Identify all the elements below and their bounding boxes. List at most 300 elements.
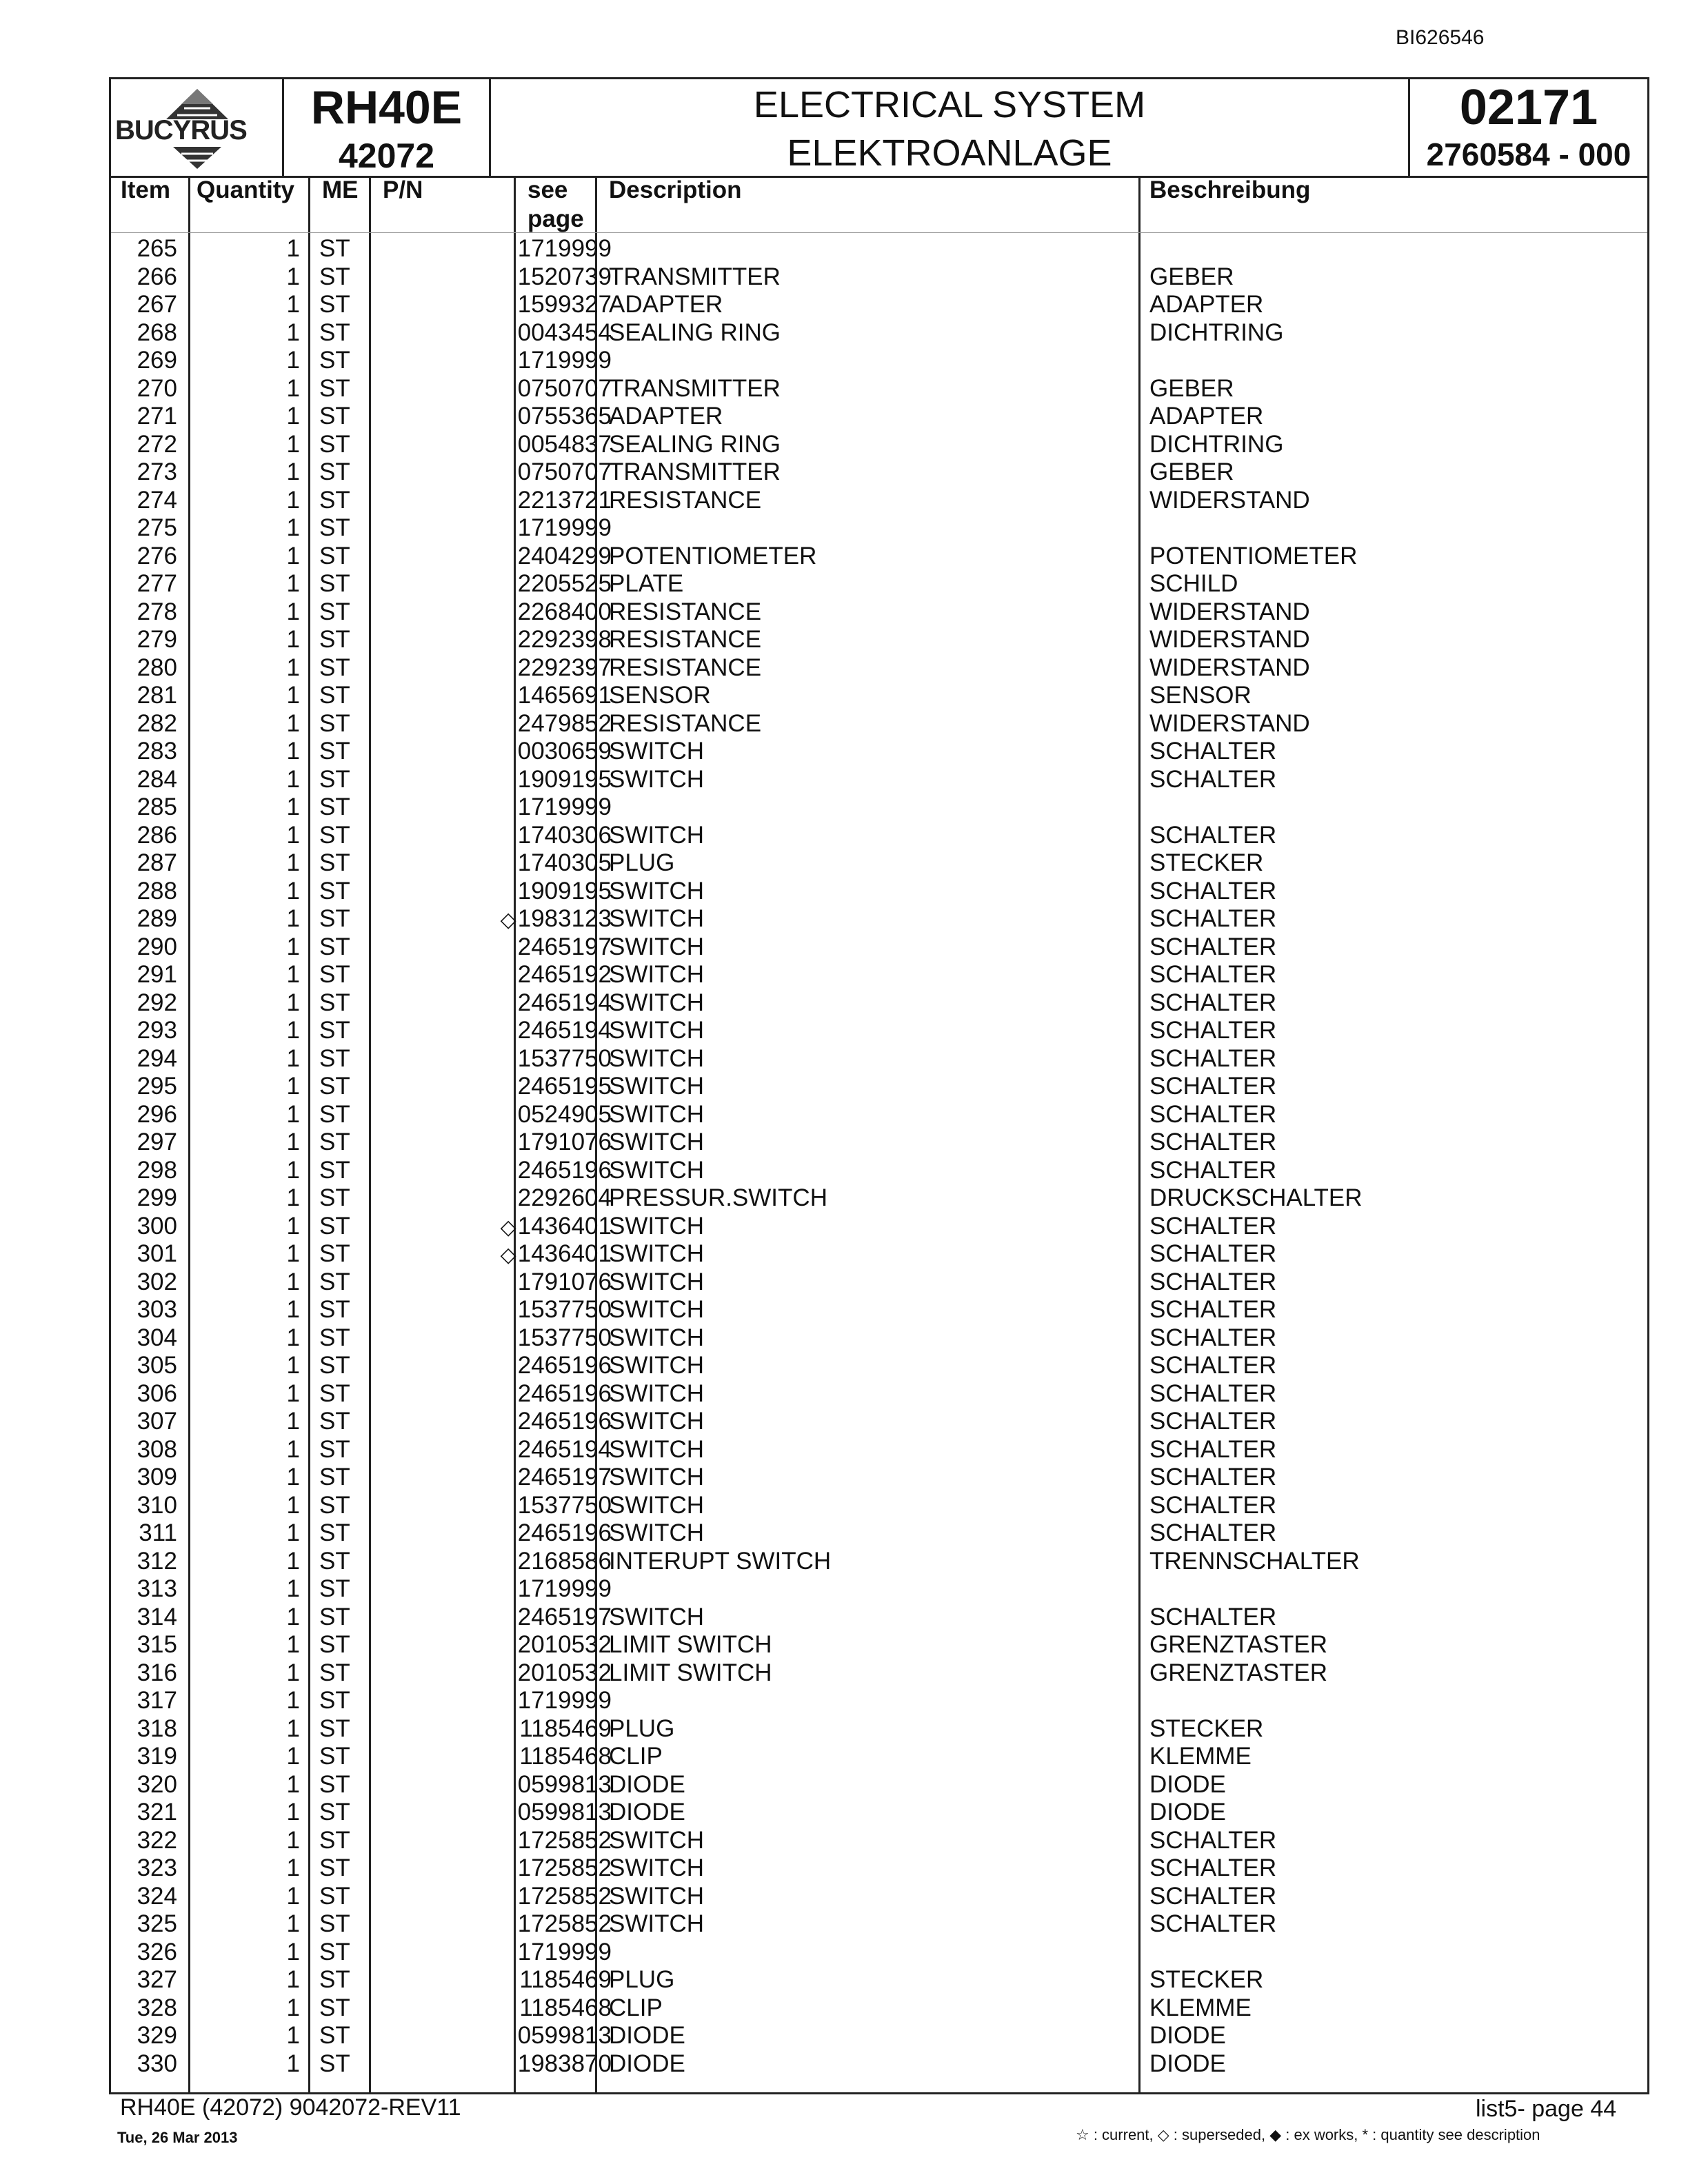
beschreibung-cell: SCHALTER [1149,1212,1277,1240]
pn-cell [369,514,612,543]
me-cell: ST [319,626,350,653]
pn-cell [369,961,612,989]
item-cell: 323 [137,1854,177,1881]
item-cell: 316 [137,1659,177,1686]
pn-value: 1983123 [517,905,612,932]
pn-value: 2292398 [517,626,612,653]
item-cell: 273 [137,458,177,485]
pn-value: 2465196 [517,1352,612,1379]
description-cell: SWITCH [609,1408,705,1435]
description-cell: LIMIT SWITCH [609,1631,772,1658]
pn-cell [369,347,612,375]
quantity-cell: 1 [286,1352,300,1379]
me-cell: ST [319,1268,350,1295]
table-row [111,822,1647,850]
pn-cell [369,1715,612,1743]
description-cell: SWITCH [609,1519,705,1546]
parts-list-frame [109,77,1649,2094]
pn-cell [369,710,612,738]
item-cell: 313 [137,1575,177,1602]
item-cell: 282 [137,709,177,737]
quantity-cell: 1 [286,374,300,402]
description-cell: RESISTANCE [609,486,762,514]
beschreibung-cell: SCHALTER [1149,1268,1277,1295]
me-cell: ST [319,1212,350,1240]
item-cell: 289 [137,905,177,932]
description-cell: SWITCH [609,1296,705,1323]
me-cell: ST [319,235,350,262]
model-name: RH40E [310,81,463,134]
logo-cell [111,79,284,176]
pn-cell [369,1743,612,1771]
title-english: ELECTRICAL SYSTEM [753,84,1146,125]
pn-cell [369,319,612,347]
table-row [111,1575,1647,1604]
item-cell: 290 [137,933,177,960]
table-row [111,1883,1647,1911]
table-row [111,961,1647,989]
pn-cell [369,431,612,459]
quantity-cell: 1 [286,458,300,485]
me-cell: ST [319,1379,350,1407]
pn-cell [369,1687,612,1715]
item-cell: 320 [137,1770,177,1798]
quantity-cell: 1 [286,235,300,262]
item-cell: 274 [137,486,177,514]
description-cell: SEALING RING [609,430,781,458]
beschreibung-cell: SCHALTER [1149,961,1277,988]
me-cell: ST [319,514,350,541]
pn-value: 0524905 [517,1100,612,1128]
pn-cell [369,598,612,627]
quantity-cell: 1 [286,877,300,904]
pn-value: 1725852 [517,1826,612,1854]
pn-cell [369,1519,612,1548]
pn-value: 2292604 [517,1184,612,1211]
quantity-cell: 1 [286,1184,300,1211]
beschreibung-cell: DIODE [1149,2050,1226,2077]
quantity-cell: 1 [286,514,300,541]
pn-value: 0750707 [517,458,612,485]
me-cell: ST [319,1687,350,1714]
quantity-cell: 1 [286,1854,300,1881]
table-row [111,766,1647,794]
quantity-cell: 1 [286,1743,300,1770]
item-cell: 304 [137,1324,177,1351]
quantity-cell: 1 [286,1575,300,1602]
quantity-cell: 1 [286,793,300,820]
item-cell: 270 [137,374,177,402]
description-cell: CLIP [609,1994,663,2021]
me-cell: ST [319,542,350,569]
pn-cell [369,1184,612,1213]
item-cell: 293 [137,1017,177,1044]
pn-value: 2010532 [517,1631,612,1658]
pn-cell [369,822,612,850]
table-row [111,1519,1647,1548]
me-cell: ST [319,1743,350,1770]
pn-value: 1185469 [519,1966,612,1993]
pn-cell [369,2022,612,2050]
beschreibung-cell: SCHALTER [1149,1156,1277,1184]
description-cell: SWITCH [609,1826,705,1854]
table-row [111,1352,1647,1380]
item-cell: 312 [137,1547,177,1575]
description-cell: SWITCH [609,1491,705,1519]
item-cell: 309 [137,1464,177,1490]
me-cell: ST [319,1464,350,1490]
beschreibung-cell: SENSOR [1149,682,1252,709]
quantity-cell: 1 [286,2050,300,2077]
item-cell: 319 [137,1743,177,1770]
description-cell: TRANSMITTER [609,458,781,485]
quantity-cell: 1 [286,1435,300,1463]
description-cell: SWITCH [609,961,705,988]
me-cell: ST [319,598,350,625]
pn-value: 1725852 [517,1882,612,1910]
description-cell: SWITCH [609,1854,705,1881]
pn-cell [369,1408,612,1436]
pn-value: 1791076 [517,1268,612,1295]
quantity-cell: 1 [286,1631,300,1658]
description-cell: RESISTANCE [609,709,762,737]
me-cell: ST [319,374,350,402]
description-cell: PLUG [609,1966,675,1993]
description-cell: SWITCH [609,877,705,904]
description-cell: SWITCH [609,905,705,932]
pn-value: 2404299 [517,542,612,569]
table-row [111,487,1647,515]
pn-value: 1465691 [517,682,612,709]
table-row [111,1604,1647,1632]
item-cell: 322 [137,1826,177,1854]
me-cell: ST [319,1240,350,1267]
pn-value: 1436401 [517,1240,612,1267]
beschreibung-cell: STECKER [1149,849,1264,876]
item-cell: 306 [137,1379,177,1407]
item-cell: 276 [137,542,177,569]
me-cell: ST [319,1324,350,1351]
table-row [111,1966,1647,1994]
description-cell: PLUG [609,1715,675,1742]
item-cell: 301 [137,1240,177,1267]
beschreibung-cell: GEBER [1149,374,1234,402]
pn-cell [369,1994,612,2023]
description-cell: TRANSMITTER [609,374,781,402]
table-row [111,1129,1647,1157]
item-cell: 275 [137,514,177,541]
beschreibung-cell: DIODE [1149,1799,1226,1826]
table-row [111,1827,1647,1855]
beschreibung-cell: SCHALTER [1149,1100,1277,1128]
table-row [111,291,1647,319]
table-row [111,1101,1647,1129]
pn-cell [369,1380,612,1408]
quantity-cell: 1 [286,486,300,514]
table-row [111,1324,1647,1353]
quantity-cell: 1 [286,598,300,625]
quantity-cell: 1 [286,2022,300,2049]
pn-value: 1725852 [517,1910,612,1937]
me-cell: ST [319,1100,350,1128]
pn-value: 2205525 [517,570,612,597]
pn-value: 1599327 [517,291,612,318]
table-row [111,1771,1647,1799]
pn-value: 2465196 [517,1408,612,1435]
table-row [111,1799,1647,1827]
description-cell: SWITCH [609,989,705,1016]
me-cell: ST [319,1603,350,1630]
pn-value: 2465194 [517,1017,612,1044]
quantity-cell: 1 [286,682,300,709]
footer-page-number: list5- page 44 [1476,2096,1617,2122]
pn-cell [369,1101,612,1129]
pn-cell [369,291,612,319]
quantity-cell: 1 [286,1966,300,1993]
col-me-header: ME [322,176,359,203]
quantity-cell: 1 [286,1659,300,1686]
table-row [111,1296,1647,1324]
me-cell: ST [319,1296,350,1323]
drawing-number: 2760584 - 000 [1426,136,1631,172]
pn-value: 2213721 [517,486,612,514]
description-cell: SWITCH [609,1882,705,1910]
pn-value: 1436401 [517,1212,612,1240]
beschreibung-cell: STECKER [1149,1966,1264,1993]
description-cell: SWITCH [609,1240,705,1267]
me-cell: ST [319,1491,350,1519]
item-cell: 310 [137,1491,177,1519]
col-see-label: see [528,176,568,203]
item-cell: 278 [137,598,177,625]
table-row [111,1157,1647,1185]
footer-date: Tue, 26 Mar 2013 [117,2129,238,2146]
quantity-cell: 1 [286,263,300,290]
pn-cell [369,1854,612,1883]
pn-cell [369,1464,612,1492]
quantity-cell: 1 [286,709,300,737]
col-quantity-header: Quantity [197,176,294,203]
item-cell: 327 [137,1966,177,1993]
beschreibung-cell: SCHALTER [1149,905,1277,932]
item-cell: 292 [137,989,177,1016]
item-cell: 266 [137,263,177,290]
description-cell: SWITCH [609,1212,705,1240]
quantity-cell: 1 [286,1129,300,1155]
table-row [111,1548,1647,1576]
beschreibung-cell: DICHTRING [1149,318,1284,346]
table-row [111,2050,1647,2079]
pn-value: 1725852 [517,1854,612,1881]
quantity-cell: 1 [286,654,300,681]
me-cell: ST [319,458,350,485]
description-cell: SWITCH [609,1156,705,1184]
pn-value: 1185468 [519,1743,612,1770]
beschreibung-cell: DIODE [1149,2022,1226,2049]
pn-cell [369,1966,612,1994]
quantity-cell: 1 [286,1603,300,1630]
me-cell: ST [319,1994,350,2021]
item-cell: 269 [137,347,177,374]
item-cell: 268 [137,318,177,346]
me-cell: ST [319,1547,350,1575]
pn-value: 1520739 [517,263,612,290]
pn-value: 1719999 [517,1575,612,1602]
pn-value: 2465197 [517,933,612,960]
me-cell: ST [319,821,350,849]
quantity-cell: 1 [286,347,300,374]
pn-value: 0599813 [517,1770,612,1798]
description-cell: TRANSMITTER [609,263,781,290]
pn-value: 1537750 [517,1044,612,1072]
quantity-cell: 1 [286,1491,300,1519]
me-cell: ST [319,1659,350,1686]
pn-value: 1791076 [517,1129,612,1155]
table-row [111,1045,1647,1073]
description-cell: ADAPTER [609,291,723,318]
beschreibung-cell: TRENNSCHALTER [1149,1547,1360,1575]
pn-cell [369,989,612,1018]
header-rule [111,232,1647,233]
pn-cell [369,1910,612,1939]
table-row [111,989,1647,1018]
me-cell: ST [319,318,350,346]
table-row [111,1994,1647,2023]
table-row [111,1854,1647,1883]
col-item-header: Item [121,176,170,203]
quantity-cell: 1 [286,1240,300,1267]
pn-cell [369,1939,612,1967]
beschreibung-cell: SCHALTER [1149,1324,1277,1351]
table-row [111,2022,1647,2050]
table-row [111,543,1647,571]
pn-cell [369,1548,612,1576]
item-cell: 329 [137,2022,177,2049]
description-cell: CLIP [609,1743,663,1770]
pn-cell [369,1213,612,1242]
description-cell: DIODE [609,1770,685,1798]
me-cell: ST [319,347,350,374]
beschreibung-cell: GEBER [1149,458,1234,485]
description-cell: SWITCH [609,1268,705,1295]
table-row [111,514,1647,543]
description-cell: PRESSUR.SWITCH [609,1184,827,1211]
pn-value: 2268400 [517,598,612,625]
beschreibung-cell: SCHALTER [1149,1240,1277,1267]
table-row [111,1017,1647,1045]
table-row [111,1213,1647,1241]
pn-cell [369,1436,612,1464]
quantity-cell: 1 [286,1799,300,1826]
item-cell: 297 [137,1129,177,1155]
pn-value: 1719999 [517,514,612,541]
quantity-cell: 1 [286,1770,300,1798]
pn-value: 2465197 [517,1464,612,1490]
description-cell: SWITCH [609,1100,705,1128]
description-cell: RESISTANCE [609,654,762,681]
item-cell: 318 [137,1715,177,1742]
quantity-cell: 1 [286,1073,300,1100]
description-cell: RESISTANCE [609,598,762,625]
pn-value: 1719999 [517,1938,612,1965]
beschreibung-cell: SCHALTER [1149,1296,1277,1323]
beschreibung-cell: WIDERSTAND [1149,598,1310,625]
quantity-cell: 1 [286,1519,300,1546]
table-row [111,1492,1647,1520]
description-cell: SWITCH [609,1379,705,1407]
beschreibung-cell: SCHALTER [1149,1073,1277,1100]
item-cell: 317 [137,1687,177,1714]
quantity-cell: 1 [286,430,300,458]
beschreibung-cell: DRUCKSCHALTER [1149,1184,1363,1211]
beschreibung-cell: SCHALTER [1149,1129,1277,1155]
pn-value: 2465194 [517,989,612,1016]
description-cell: PLATE [609,570,684,597]
quantity-cell: 1 [286,1100,300,1128]
pn-value: 1719999 [517,793,612,820]
item-cell: 277 [137,570,177,597]
beschreibung-cell: SCHALTER [1149,1854,1277,1881]
pn-cell [369,403,612,431]
pn-cell [369,793,612,822]
me-cell: ST [319,1966,350,1993]
table-row [111,682,1647,710]
pn-cell [369,1073,612,1101]
item-cell: 328 [137,1994,177,2021]
item-cell: 265 [137,235,177,262]
description-cell: SWITCH [609,1073,705,1100]
pn-cell [369,933,612,962]
pn-cell [369,1604,612,1632]
pn-cell [369,375,612,403]
quantity-cell: 1 [286,738,300,765]
beschreibung-cell: DIODE [1149,1770,1226,1798]
pn-cell [369,1240,612,1270]
item-cell: 296 [137,1100,177,1128]
item-cell: 315 [137,1631,177,1658]
description-cell: RESISTANCE [609,626,762,653]
description-cell: DIODE [609,1799,685,1826]
me-cell: ST [319,709,350,737]
item-cell: 325 [137,1910,177,1937]
me-cell: ST [319,403,350,429]
me-cell: ST [319,1017,350,1044]
pn-value: 2168586 [517,1547,612,1575]
me-cell: ST [319,1435,350,1463]
pn-cell [369,2050,612,2079]
pn-cell [369,849,612,878]
superseded-diamond-icon: ◇ [500,1215,516,1239]
me-cell: ST [319,291,350,318]
table-row [111,1436,1647,1464]
col-see-page-header [528,176,584,234]
table-row [111,458,1647,487]
beschreibung-cell: DICHTRING [1149,430,1284,458]
item-cell: 326 [137,1938,177,1965]
pn-value: 1983870 [517,2050,612,2077]
me-cell: ST [319,1044,350,1072]
pn-value: 1740305 [517,849,612,876]
pn-cell [369,1268,612,1297]
beschreibung-cell: WIDERSTAND [1149,709,1310,737]
quantity-cell: 1 [286,291,300,318]
beschreibung-cell: SCHILD [1149,570,1238,597]
pn-value: 2465192 [517,961,612,988]
beschreibung-cell: WIDERSTAND [1149,654,1310,681]
pn-value: 1719999 [517,347,612,374]
description-cell: SWITCH [609,821,705,849]
pn-cell [369,1631,612,1659]
